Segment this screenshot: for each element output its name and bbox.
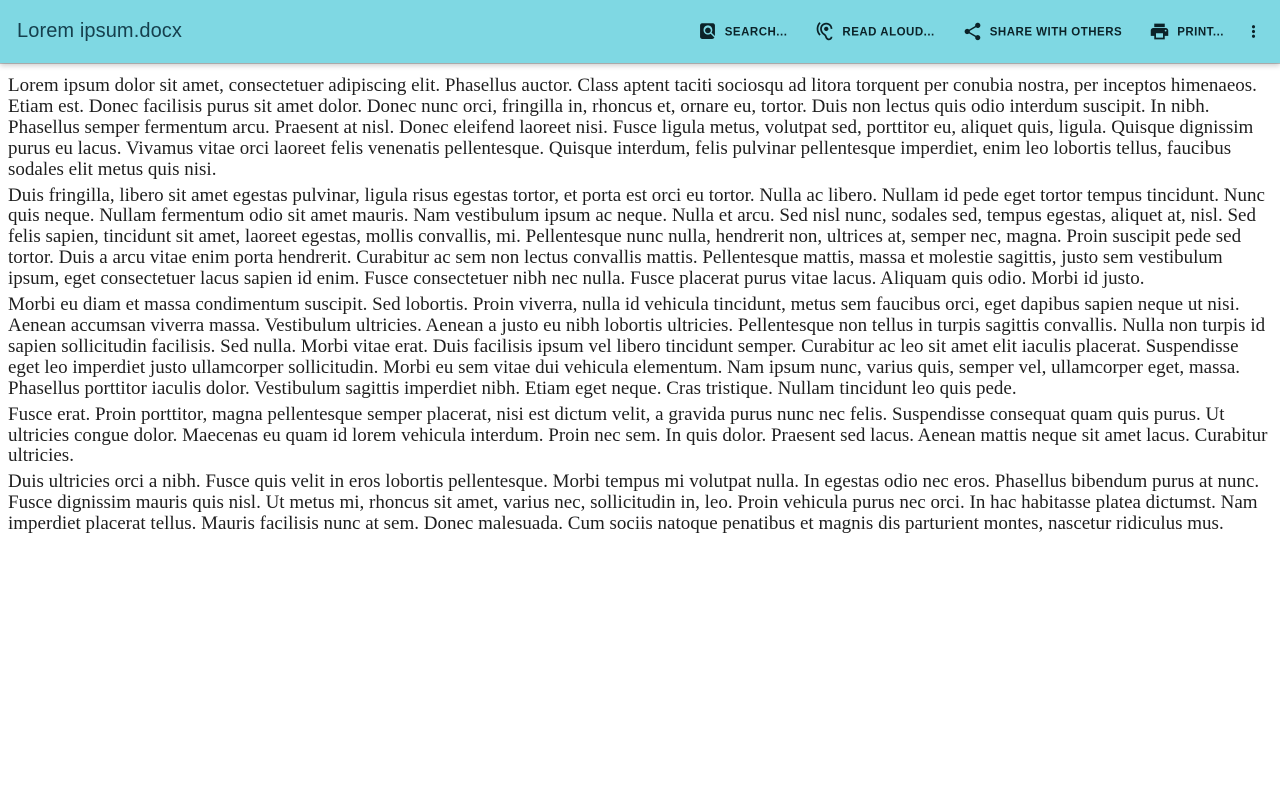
search-button[interactable] [697,21,788,42]
paragraph: Fusce erat. Proin porttitor, magna pellentesque semper placerat, nisi est dictum velit, a gravida purus nunc nec felis. Suspendisse consequat quam quis purus. Ut ultricies congue dolor. Maecenas eu quam id lorem vehicula interdum. Proin nec sem. In quis dolor. Praesent sed lacus. Aenean mattis neque sit amet lacus. Curabitur ultricies. [8,403,1268,467]
printer-icon [1149,21,1170,42]
app-bar [0,0,1280,63]
document-content[interactable] [0,63,1280,535]
toolbar-actions [697,21,1224,42]
search-button-label: SEARCH... [724,26,788,38]
hearing-icon [814,21,835,42]
paragraph: Duis fringilla, libero sit amet egestas pulvinar, ligula risus egestas tortor, et porta est orci eu tortor. Nulla ac libero. Nullam id pede eget tortor tempus tincidunt. Nunc quis neque. Nullam fermentum odio sit amet mauris. Nam vestibulum ipsum ac neque. Nulla et arcu. Sed nisl nunc, sodales sed, tempus egestas, aliquet at, nisl. Sed felis sapien, tincidunt sit amet, laoreet egestas, mollis convallis, mi. Pellentesque nunc nulla, hendrerit non, ultrices at, semper nec, magna. Proin suscipit pede sed tortor. Duis a arcu vitae enim porta hendrerit. Curabitur ac sem non lectus convallis mattis. Pellentesque mattis, massa et molestie sagittis, justo sem vestibulum ipsum, eget consectetuer lacus sapien id enim. Fusce consectetuer nibh nec nulla. Fusce placerat purus vitae lacus. Aliquam quis odio. Morbi id justo. [8,184,1265,290]
find-in-page-icon [697,21,718,42]
share-button-label: SHARE WITH OTHERS [989,26,1123,38]
share-button[interactable] [962,21,1122,42]
print-button-label: PRINT... [1177,26,1224,38]
print-button[interactable] [1149,21,1224,42]
read-aloud-button-label: READ ALOUD... [842,26,935,38]
paragraph: Lorem ipsum dolor sit amet, consectetuer adipiscing elit. Phasellus auctor. Class aptent taciti sociosqu ad litora torquent per conubia nostra, per inceptos himenaeos. Etiam est. Donec facilisis purus sit amet dolor. Donec nunc orci, fringilla in, rhoncus et, ornare eu, tortor. Duis non lectus quis odio interdum suscipit. In nibh. Phasellus semper fermentum arcu. Praesent at nisl. Donec eleifend laoreet nisi. Fusce ligula metus, volutpat sed, porttitor eu, aliquet quis, ligula. Quisque dignissim purus eu lacus. Vivamus vitae orci laoreet felis venenatis pellentesque. Quisque interdum, felis pulvinar pellentesque imperdiet, enim leo lobortis tellus, faucibus sodales elit metus quis nisi. [8,75,1257,180]
overflow-menu-button[interactable] [1240,12,1266,52]
share-icon [962,21,983,42]
paragraph: Morbi eu diam et massa condimentum suscipit. Sed lobortis. Proin viverra, nulla id vehicula tincidunt, metus sem faucibus orci, eget dapibus sapien neque ut nisi. Aenean accumsan viverra massa. Vestibulum ultricies. Aenean a justo eu nibh lobortis ultricies. Pellentesque non tellus in turpis sagittis convallis. Nulla non turpis id sapien sollicitudin facilisis. Sed nulla. Morbi vitae erat. Duis facilisis ipsum vel libero tincidunt semper. Curabitur ac leo sit amet elit iaculis placerat. Suspendisse eget leo imperdiet justo ullamcorper sollicitudin. Morbi eu sem vitae dui vehicula elementum. Nam ipsum nunc, varius quis, semper vel, ullamcorper eget, massa. Phasellus porttitor iaculis dolor. Vestibulum sagittis imperdiet nibh. Etiam eget neque. Cras tristique. Nullam tincidunt leo quis pede. [8,294,1266,399]
document-title: Lorem ipsum.docx [17,20,182,42]
paragraph: Duis ultricies orci a nibh. Fusce quis velit in eros lobortis pellentesque. Morbi tempus mi volutpat nulla. In egestas odio nec eros. Phasellus bibendum purus at nunc. Fusce dignissim mauris quis nisl. Ut metus mi, rhoncus sit amet, varius nec, sollicitudin in, leo. Proin vehicula purus nec orci. In hac habitasse platea dictumst. Nam imperdiet placerat tellus. Mauris facilisis nunc at sem. Donec malesuada. Cum sociis natoque penatibus et magnis dis parturient montes, nascetur ridiculus mus. [8,471,1260,535]
kebab-menu-icon [1244,22,1263,41]
read-aloud-button[interactable] [814,21,934,42]
